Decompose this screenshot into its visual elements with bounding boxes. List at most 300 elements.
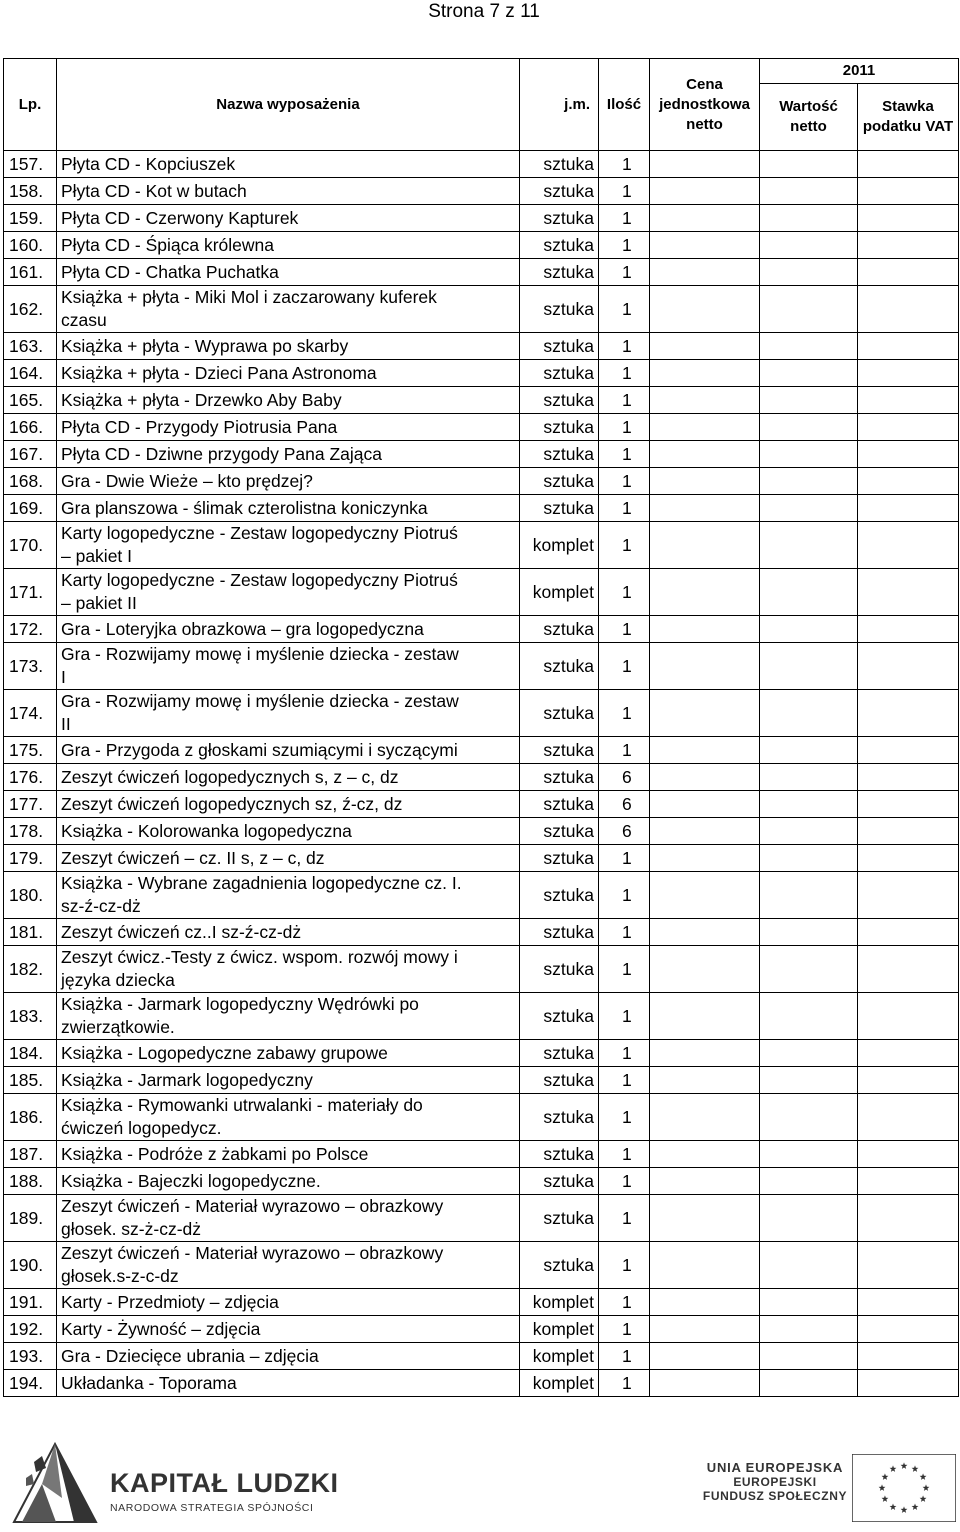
row-qty: 6 xyxy=(599,818,650,845)
table-row xyxy=(4,993,959,1040)
kapital-ludzki-subtitle: NARODOWA STRATEGIA SPÓJNOŚCI xyxy=(110,1502,314,1514)
row-qty: 1 xyxy=(599,1370,650,1397)
unit-price-line-3: netto xyxy=(686,115,723,133)
row-unit-price xyxy=(650,178,760,205)
page-number: Strona 7 z 11 xyxy=(428,1,540,22)
row-unit: komplet xyxy=(520,569,599,616)
table-row xyxy=(4,1289,959,1316)
row-name xyxy=(57,1168,520,1195)
row-unit-price xyxy=(650,1094,760,1141)
row-unit: sztuka xyxy=(520,993,599,1040)
row-unit: sztuka xyxy=(520,333,599,360)
page-header xyxy=(0,0,960,26)
row-unit-price xyxy=(650,495,760,522)
row-lp: 171. xyxy=(4,569,57,616)
row-name xyxy=(57,1316,520,1343)
row-vat xyxy=(858,1067,959,1094)
col-header-value xyxy=(760,84,858,151)
row-unit-price xyxy=(650,387,760,414)
row-vat xyxy=(858,1094,959,1141)
row-unit-price xyxy=(650,1242,760,1289)
row-name-line: Zeszyt ćwiczeń cz..I sz-ź-cz-dż xyxy=(61,921,302,942)
row-name-line: Gra - Dwie Wieże – kto prędzej? xyxy=(61,470,313,491)
row-unit: sztuka xyxy=(520,791,599,818)
vat-line-2: podatku VAT xyxy=(862,118,954,135)
row-vat xyxy=(858,522,959,569)
row-unit-price xyxy=(650,468,760,495)
row-vat xyxy=(858,259,959,286)
row-lp: 179. xyxy=(4,845,57,872)
eu-star-icon xyxy=(912,1465,919,1472)
row-unit: sztuka xyxy=(520,151,599,178)
eu-star-icon xyxy=(901,1462,908,1469)
row-name-line: Książka - Logopedyczne zabawy grupowe xyxy=(61,1042,388,1063)
col-header-vat xyxy=(858,84,959,151)
row-name-line: głosek.s-z-c-dz xyxy=(61,1266,179,1286)
col-header-unit-price xyxy=(650,59,760,151)
row-unit-price xyxy=(650,1141,760,1168)
row-unit: komplet xyxy=(520,522,599,569)
table-row xyxy=(4,845,959,872)
row-value xyxy=(760,643,858,690)
equipment-table xyxy=(3,58,959,1397)
row-name-line: Książka + płyta - Drzewko Aby Baby xyxy=(61,389,342,410)
table-body xyxy=(4,151,959,1397)
table-row xyxy=(4,522,959,569)
row-name-line: czasu xyxy=(61,310,107,330)
row-name-line: II xyxy=(61,714,71,734)
row-name xyxy=(57,1141,520,1168)
row-name-line: Zeszyt ćwiczeń logopedycznych sz, ź-cz, dz xyxy=(61,793,403,814)
row-name-line: Gra - Dziecięce ubrania – zdjęcia xyxy=(61,1345,319,1366)
row-unit: sztuka xyxy=(520,764,599,791)
row-value xyxy=(760,737,858,764)
table-row xyxy=(4,616,959,643)
row-qty: 6 xyxy=(599,791,650,818)
row-name-line: Gra planszowa - ślimak czterolistna koniczynka xyxy=(61,497,428,518)
row-unit: sztuka xyxy=(520,737,599,764)
table-row xyxy=(4,1040,959,1067)
row-vat xyxy=(858,818,959,845)
row-qty: 1 xyxy=(599,522,650,569)
row-lp: 168. xyxy=(4,468,57,495)
row-lp: 187. xyxy=(4,1141,57,1168)
row-vat xyxy=(858,791,959,818)
row-unit: sztuka xyxy=(520,919,599,946)
table-row xyxy=(4,441,959,468)
row-vat xyxy=(858,1242,959,1289)
row-unit: sztuka xyxy=(520,616,599,643)
kapital-ludzki-logo xyxy=(12,1438,342,1526)
table-row xyxy=(4,872,959,919)
row-name-line: Książka + płyta - Wyprawa po skarby xyxy=(61,335,349,356)
row-value xyxy=(760,205,858,232)
table-row xyxy=(4,569,959,616)
row-name-line: Płyta CD - Czerwony Kapturek xyxy=(61,207,299,228)
row-name-line: Książka - Jarmark logopedyczny xyxy=(61,1069,313,1090)
row-lp: 185. xyxy=(4,1067,57,1094)
row-name-line: Książka - Bajeczki logopedyczne. xyxy=(61,1170,321,1191)
row-name-line: Układanka - Toporama xyxy=(61,1372,237,1393)
row-value xyxy=(760,764,858,791)
row-vat xyxy=(858,845,959,872)
row-name xyxy=(57,1195,520,1242)
row-vat xyxy=(858,232,959,259)
row-unit: sztuka xyxy=(520,1195,599,1242)
row-lp: 173. xyxy=(4,643,57,690)
row-vat xyxy=(858,1289,959,1316)
row-unit-price xyxy=(650,643,760,690)
row-name xyxy=(57,791,520,818)
row-lp: 183. xyxy=(4,993,57,1040)
row-vat xyxy=(858,1316,959,1343)
eu-star-icon xyxy=(920,1495,927,1502)
row-vat xyxy=(858,1168,959,1195)
row-value xyxy=(760,151,858,178)
row-vat xyxy=(858,151,959,178)
row-qty: 1 xyxy=(599,468,650,495)
row-name xyxy=(57,414,520,441)
eu-line-1: UNIA EUROPEJSKA xyxy=(706,1460,844,1475)
row-name-line: Książka - Podróże z żabkami po Polsce xyxy=(61,1143,369,1164)
row-qty: 1 xyxy=(599,387,650,414)
row-qty: 1 xyxy=(599,1242,650,1289)
row-value xyxy=(760,495,858,522)
kapital-ludzki-title: KAPITAŁ LUDZKI xyxy=(110,1468,339,1498)
row-vat xyxy=(858,872,959,919)
row-name-line: Książka + płyta - Miki Mol i zaczarowany kuferek xyxy=(61,287,437,307)
row-qty: 1 xyxy=(599,1040,650,1067)
row-name xyxy=(57,919,520,946)
row-name xyxy=(57,522,520,569)
row-vat xyxy=(858,1141,959,1168)
row-vat xyxy=(858,414,959,441)
row-lp: 159. xyxy=(4,205,57,232)
table-row xyxy=(4,178,959,205)
row-vat xyxy=(858,946,959,993)
eu-star-icon xyxy=(879,1484,886,1491)
row-unit: sztuka xyxy=(520,360,599,387)
row-name xyxy=(57,259,520,286)
row-unit: sztuka xyxy=(520,1040,599,1067)
eu-star-icon xyxy=(882,1473,889,1480)
row-lp: 163. xyxy=(4,333,57,360)
row-qty: 1 xyxy=(599,151,650,178)
eu-star-icon xyxy=(890,1465,897,1472)
row-qty: 1 xyxy=(599,1168,650,1195)
row-unit-price xyxy=(650,616,760,643)
row-name-line: Książka - Wybrane zagadnienia logopedyczne cz. I. xyxy=(61,873,462,893)
row-unit-price xyxy=(650,737,760,764)
row-vat xyxy=(858,205,959,232)
row-name xyxy=(57,1289,520,1316)
row-name-line: – pakiet I xyxy=(61,546,133,566)
row-vat xyxy=(858,1343,959,1370)
row-vat xyxy=(858,1195,959,1242)
row-unit: sztuka xyxy=(520,1094,599,1141)
row-lp: 169. xyxy=(4,495,57,522)
row-unit: sztuka xyxy=(520,495,599,522)
row-value xyxy=(760,1370,858,1397)
row-vat xyxy=(858,286,959,333)
unit-price-line-2: jednostkowa xyxy=(659,95,750,113)
table-row xyxy=(4,414,959,441)
row-name-line: Zeszyt ćwiczeń – cz. II s, z – c, dz xyxy=(61,847,325,868)
row-unit-price xyxy=(650,414,760,441)
row-name-line: Karty - Żywność – zdjęcia xyxy=(61,1318,261,1339)
row-unit: sztuka xyxy=(520,1168,599,1195)
row-unit: sztuka xyxy=(520,286,599,333)
row-lp: 162. xyxy=(4,286,57,333)
row-qty: 1 xyxy=(599,993,650,1040)
row-qty: 1 xyxy=(599,845,650,872)
row-lp: 158. xyxy=(4,178,57,205)
eu-text xyxy=(700,1460,850,1503)
table-row xyxy=(4,643,959,690)
row-qty: 1 xyxy=(599,205,650,232)
row-name xyxy=(57,286,520,333)
row-lp: 190. xyxy=(4,1242,57,1289)
row-name-line: – pakiet II xyxy=(61,593,137,613)
eu-line-2: EUROPEJSKI xyxy=(733,1475,817,1489)
row-name-line: języka dziecka xyxy=(61,970,175,990)
col-header-year: 2011 xyxy=(760,59,959,84)
table-row xyxy=(4,1168,959,1195)
row-value xyxy=(760,616,858,643)
row-vat xyxy=(858,441,959,468)
table-row xyxy=(4,1343,959,1370)
row-name xyxy=(57,872,520,919)
row-unit: sztuka xyxy=(520,872,599,919)
row-name-line: Płyta CD - Kot w butach xyxy=(61,180,247,201)
table-row xyxy=(4,286,959,333)
row-unit: sztuka xyxy=(520,387,599,414)
row-name-line: Płyta CD - Chatka Puchatka xyxy=(61,261,279,282)
row-value xyxy=(760,414,858,441)
row-value xyxy=(760,1343,858,1370)
unit-price-line-1: Cena xyxy=(686,75,723,93)
row-name-line: Zeszyt ćwicz.-Testy z ćwicz. wspom. rozwój mowy i xyxy=(61,947,458,967)
row-lp: 177. xyxy=(4,791,57,818)
row-unit-price xyxy=(650,1067,760,1094)
table-row xyxy=(4,468,959,495)
row-value xyxy=(760,387,858,414)
row-vat xyxy=(858,178,959,205)
table-row xyxy=(4,1195,959,1242)
table-row xyxy=(4,946,959,993)
row-qty: 1 xyxy=(599,495,650,522)
row-unit: komplet xyxy=(520,1343,599,1370)
row-lp: 180. xyxy=(4,872,57,919)
row-lp: 189. xyxy=(4,1195,57,1242)
row-unit-price xyxy=(650,1168,760,1195)
row-unit: komplet xyxy=(520,1289,599,1316)
row-unit-price xyxy=(650,259,760,286)
row-name xyxy=(57,468,520,495)
row-unit: sztuka xyxy=(520,643,599,690)
row-name xyxy=(57,1094,520,1141)
row-value xyxy=(760,178,858,205)
row-unit-price xyxy=(650,232,760,259)
row-name-line: Książka - Rymowanki utrwalanki - materiały do xyxy=(61,1095,423,1115)
row-lp: 161. xyxy=(4,259,57,286)
row-name xyxy=(57,818,520,845)
table-row xyxy=(4,1067,959,1094)
row-name xyxy=(57,360,520,387)
row-lp: 164. xyxy=(4,360,57,387)
row-name xyxy=(57,151,520,178)
row-qty: 6 xyxy=(599,764,650,791)
table-row xyxy=(4,1094,959,1141)
row-unit-price xyxy=(650,764,760,791)
row-unit-price xyxy=(650,205,760,232)
row-unit: sztuka xyxy=(520,818,599,845)
row-value xyxy=(760,919,858,946)
row-value xyxy=(760,333,858,360)
row-qty: 1 xyxy=(599,441,650,468)
row-name-line: Karty logopedyczne - Zestaw logopedyczny Piotruś xyxy=(61,570,458,590)
row-value xyxy=(760,1094,858,1141)
row-name xyxy=(57,495,520,522)
row-name xyxy=(57,946,520,993)
row-unit: sztuka xyxy=(520,178,599,205)
table-row xyxy=(4,764,959,791)
row-vat xyxy=(858,993,959,1040)
row-unit: sztuka xyxy=(520,205,599,232)
row-name-line: Gra - Loteryjka obrazkowa – gra logopedyczna xyxy=(61,618,424,639)
row-vat xyxy=(858,569,959,616)
row-value xyxy=(760,845,858,872)
row-unit-price xyxy=(650,845,760,872)
row-name-line: Książka + płyta - Dzieci Pana Astronoma xyxy=(61,362,377,383)
table-row xyxy=(4,690,959,737)
row-name xyxy=(57,178,520,205)
row-vat xyxy=(858,468,959,495)
row-unit: sztuka xyxy=(520,232,599,259)
row-name-line: Zeszyt ćwiczeń - Materiał wyrazowo – obrazkowy xyxy=(61,1196,444,1216)
row-unit: komplet xyxy=(520,1316,599,1343)
row-name xyxy=(57,1370,520,1397)
row-name-line: Książka - Kolorowanka logopedyczna xyxy=(61,820,352,841)
row-vat xyxy=(858,919,959,946)
row-name-line: zwierzątkowie. xyxy=(61,1017,175,1037)
row-unit-price xyxy=(650,818,760,845)
eu-star-icon xyxy=(890,1503,897,1510)
row-qty: 1 xyxy=(599,1316,650,1343)
row-name xyxy=(57,1040,520,1067)
row-qty: 1 xyxy=(599,286,650,333)
row-name xyxy=(57,616,520,643)
row-unit-price xyxy=(650,333,760,360)
row-qty: 1 xyxy=(599,1067,650,1094)
row-vat xyxy=(858,495,959,522)
table-row xyxy=(4,360,959,387)
table-row xyxy=(4,1316,959,1343)
row-unit: sztuka xyxy=(520,946,599,993)
row-name xyxy=(57,232,520,259)
eu-line-3: FUNDUSZ SPOŁECZNY xyxy=(702,1489,848,1503)
row-unit-price xyxy=(650,946,760,993)
row-value xyxy=(760,946,858,993)
row-name xyxy=(57,205,520,232)
row-value xyxy=(760,1242,858,1289)
row-unit: komplet xyxy=(520,1370,599,1397)
row-qty: 1 xyxy=(599,232,650,259)
row-qty: 1 xyxy=(599,1195,650,1242)
row-qty: 1 xyxy=(599,259,650,286)
row-vat xyxy=(858,387,959,414)
row-qty: 1 xyxy=(599,690,650,737)
row-lp: 191. xyxy=(4,1289,57,1316)
col-header-lp: Lp. xyxy=(4,59,57,151)
row-lp: 182. xyxy=(4,946,57,993)
row-unit-price xyxy=(650,690,760,737)
col-header-unit: j.m. xyxy=(520,59,599,151)
row-qty: 1 xyxy=(599,178,650,205)
row-unit-price xyxy=(650,522,760,569)
row-qty: 1 xyxy=(599,569,650,616)
table-row xyxy=(4,333,959,360)
row-vat xyxy=(858,737,959,764)
table-row xyxy=(4,919,959,946)
row-unit: sztuka xyxy=(520,259,599,286)
row-value xyxy=(760,522,858,569)
table-row xyxy=(4,1141,959,1168)
row-qty: 1 xyxy=(599,1141,650,1168)
row-value xyxy=(760,791,858,818)
row-unit: sztuka xyxy=(520,468,599,495)
row-unit-price xyxy=(650,360,760,387)
row-name xyxy=(57,1343,520,1370)
row-qty: 1 xyxy=(599,919,650,946)
row-value xyxy=(760,360,858,387)
row-value xyxy=(760,1168,858,1195)
col-header-name: Nazwa wyposażenia xyxy=(57,59,520,151)
row-vat xyxy=(858,1370,959,1397)
row-unit: sztuka xyxy=(520,441,599,468)
row-name-line: Płyta CD - Przygody Piotrusia Pana xyxy=(61,416,338,437)
row-name xyxy=(57,333,520,360)
row-qty: 1 xyxy=(599,414,650,441)
row-unit-price xyxy=(650,1195,760,1242)
table-row xyxy=(4,737,959,764)
row-name-line: Gra - Rozwijamy mowę i myślenie dziecka - zestaw xyxy=(61,691,459,711)
table-row xyxy=(4,1370,959,1397)
row-qty: 1 xyxy=(599,872,650,919)
row-lp: 186. xyxy=(4,1094,57,1141)
row-lp: 166. xyxy=(4,414,57,441)
row-name xyxy=(57,764,520,791)
row-value xyxy=(760,286,858,333)
row-value xyxy=(760,872,858,919)
eu-star-icon xyxy=(882,1495,889,1502)
row-name xyxy=(57,1242,520,1289)
row-value xyxy=(760,1040,858,1067)
row-vat xyxy=(858,333,959,360)
table-row xyxy=(4,791,959,818)
row-vat xyxy=(858,764,959,791)
eu-logo xyxy=(700,1460,960,1520)
row-unit-price xyxy=(650,872,760,919)
row-name-line: sz-ź-cz-dż xyxy=(61,896,141,916)
row-unit-price xyxy=(650,1343,760,1370)
eu-star-icon xyxy=(920,1473,927,1480)
row-name-line: I xyxy=(61,667,66,687)
row-value xyxy=(760,690,858,737)
row-name-line: Płyta CD - Śpiąca królewna xyxy=(61,234,274,255)
row-value xyxy=(760,1289,858,1316)
row-unit-price xyxy=(650,919,760,946)
